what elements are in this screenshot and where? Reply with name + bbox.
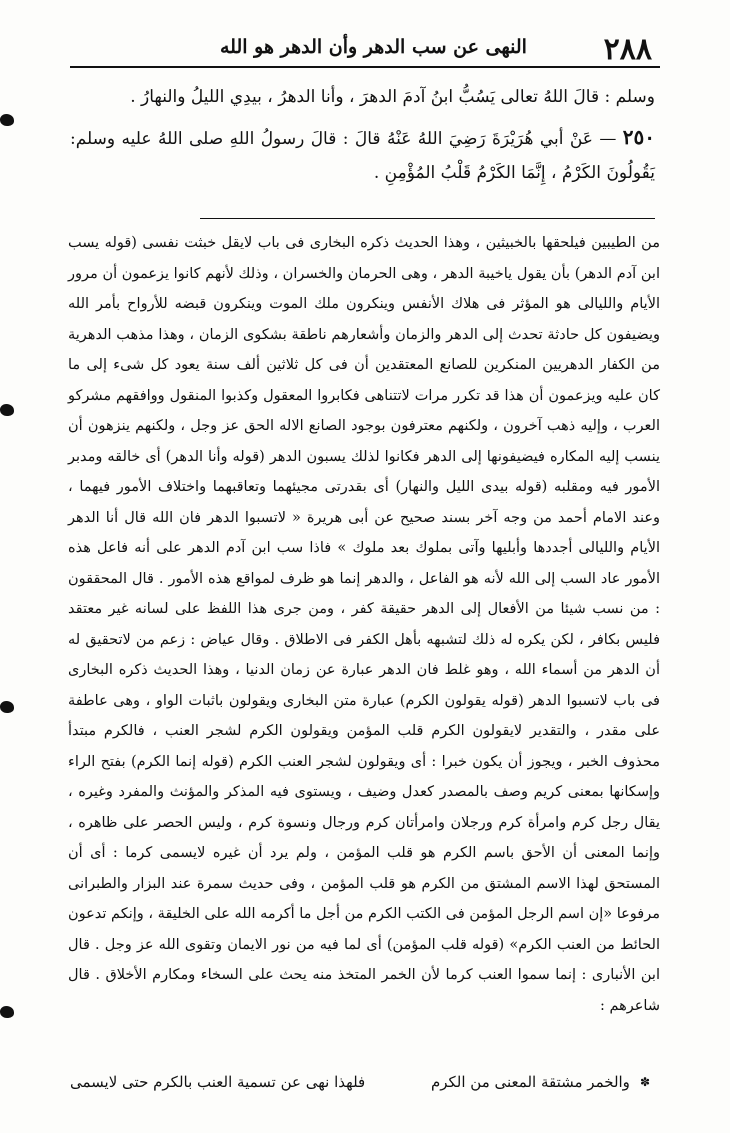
page-number: ٢٨٨	[603, 32, 652, 67]
first-hemistich-text: والخمر مشتقة المعنى من الكرم	[430, 1073, 630, 1091]
page-header	[70, 30, 660, 68]
binding-hole-icon	[0, 114, 14, 126]
poem-line	[70, 1068, 650, 1096]
hadith-number: ٢٥٠	[622, 125, 655, 149]
commentary-block	[68, 228, 660, 1021]
hadith-2-text: — عَنْ أبي هُرَيْرَةَ رَضِيَ اللهُ عَنْهُ قالَ : قالَ رسولُ اللهِ صلى اللهُ عليه وسلم: يَقُولُونَ الكَرْمُ ، إِنَّمَا الكَرْمُ قَلْبُ المُؤْمِنِ .	[70, 129, 655, 183]
hadith-text-continued	[70, 80, 655, 114]
hadith-1-text: وسلم : قالَ اللهُ تعالى يَسُبُّ ابنُ آدمَ الدهرَ ، وأنا الدهرُ ، بيدِي الليلُ والنهارُ .	[130, 87, 655, 107]
section-divider	[200, 218, 655, 219]
binding-hole-icon	[0, 701, 14, 713]
commentary-text: من الطيبين فيلحقها بالخبيثين ، وهذا الحديث ذكره البخارى فى باب لايقل خبثت نفسى (قوله يسب ابن آدم الدهر) بأن يقول ياخيبة الدهر ، وهى الحرمان والخسران ، وذلك لأنهم كانوا يزعمون أن مرور الأيام والليالى هو المؤثر فى هلاك الأنفس وينكرون ملك الموت وينكرون قبضه للأرواح بأمر الله ويضيفون كل حادثة تحدث إلى الدهر والزمان وأشعارهم ناطقة بشكوى الزمان ، وهذا مذهب الدهرية من الكفار الدهريين المنكرين للصانع المعتقدين أن فى كل ثلاثين ألف سنة يعود كل شىء إلى ما كان عليه ويزعمون أن هذا قد تكرر مرات لاتتناهى فكابروا المعقول وكذبوا المنقول ووافقهم مشركو العرب ، وإليه ذهب آخرون ، ولكنهم معترفون بوجود الصانع الاله الحق عز وجل ، ولكنهم ينزهون أن ينسب إليه المكاره فيضيفونها إلى الدهر فكانوا لذلك يسبون الدهر (قوله وأنا الدهر) أى خالقه ومدبر الأمور فيه ومقلبه (قوله بيدى الليل والنهار) أى بقدرتى مجيئهما وتعاقبهما واختلاف الأمور فيهما ، وعند الامام أحمد من وجه آخر بسند صحيح عن أبى هريرة « لاتسبوا الدهر فان الله قال أنا الدهر الأيام والليالى أجددها وأبليها وآتى بملوك بعد ملوك » فاذا سب ابن آدم الدهر على أنه فاعل هذه الأمور عاد السب إلى الله لأنه هو الفاعل ، والدهر إنما هو ظرف لمواقع هذه الأمور . قال المحققون : من نسب شيئا من الأفعال إلى الدهر حقيقة كفر ، ومن جرى هذا اللفظ على لسانه غير معتقد فليس بكافر ، لكن يكره له ذلك لتشبهه بأهل الكفر فى الاطلاق . وقال عياض : زعم من لاتحقيق له أن الدهر من أسماء الله ، وهو غلط فان الدهر عبارة عن زمان الدنيا ، وهذا الحديث ذكره البخارى فى باب لاتسبوا الدهر (قوله يقولون الكرم) عبارة متن البخارى ويقولون باثبات الواو ، وهى عاطفة على مقدر ، والتقدير لايقولون الكرم قلب المؤمن ويقولون الكرم لشجر العنب ، فالكرم مبتدأ محذوف الخبر ، ويجوز أن يكون خبرا : أى ويقولون لشجر العنب الكرم (قوله إنما الكرم) بفتح الراء وإسكانها بمعنى كريم وصف بالمصدر كعدل وضيف ، ويستوى فيه المذكر والمؤنث والمفرد وغيره ، يقال رجل كرم وامرأة كرم ورجلان وامرأتان كرم ورجال ونسوة كرم ، وليس الحصر على ظاهره ، وإنما المعنى أن الأحق باسم الكرم هو قلب المؤمن ، ولم يرد أن غيره لايسمى كرما : أى أن المستحق لهذا الاسم المشتق من الكرم هو قلب المؤمن ، وفى حديث سمرة عند البزار والطبرانى مرفوعا «إن اسم الرجل المؤمن فى الكتب الكرم من أجل ما أكرمه الله على الخليقة ، وإنكم تدعون الحائط من العنب الكرم» (قوله قلب المؤمن) أى لما فيه من نور الايمان وتقوى الله عز وجل . قال ابن الأنبارى : إنما سموا العنب كرما لأن الخمر المتخذ منه يحث على السخاء ومكارم الأخلاق . قال شاعرهم :	[68, 235, 660, 1014]
poem-second-hemistich: فلهذا نهى عن تسمية العنب بالكرم حتى لايسمى	[70, 1073, 366, 1091]
poem-first-hemistich	[431, 1068, 650, 1096]
running-title: النهى عن سب الدهر وأن الدهر هو الله	[220, 36, 527, 58]
verse-separator-icon: ✽	[639, 1075, 650, 1089]
binding-hole-icon	[0, 1006, 14, 1018]
hadith-250	[70, 120, 655, 190]
binding-hole-icon	[0, 404, 14, 416]
